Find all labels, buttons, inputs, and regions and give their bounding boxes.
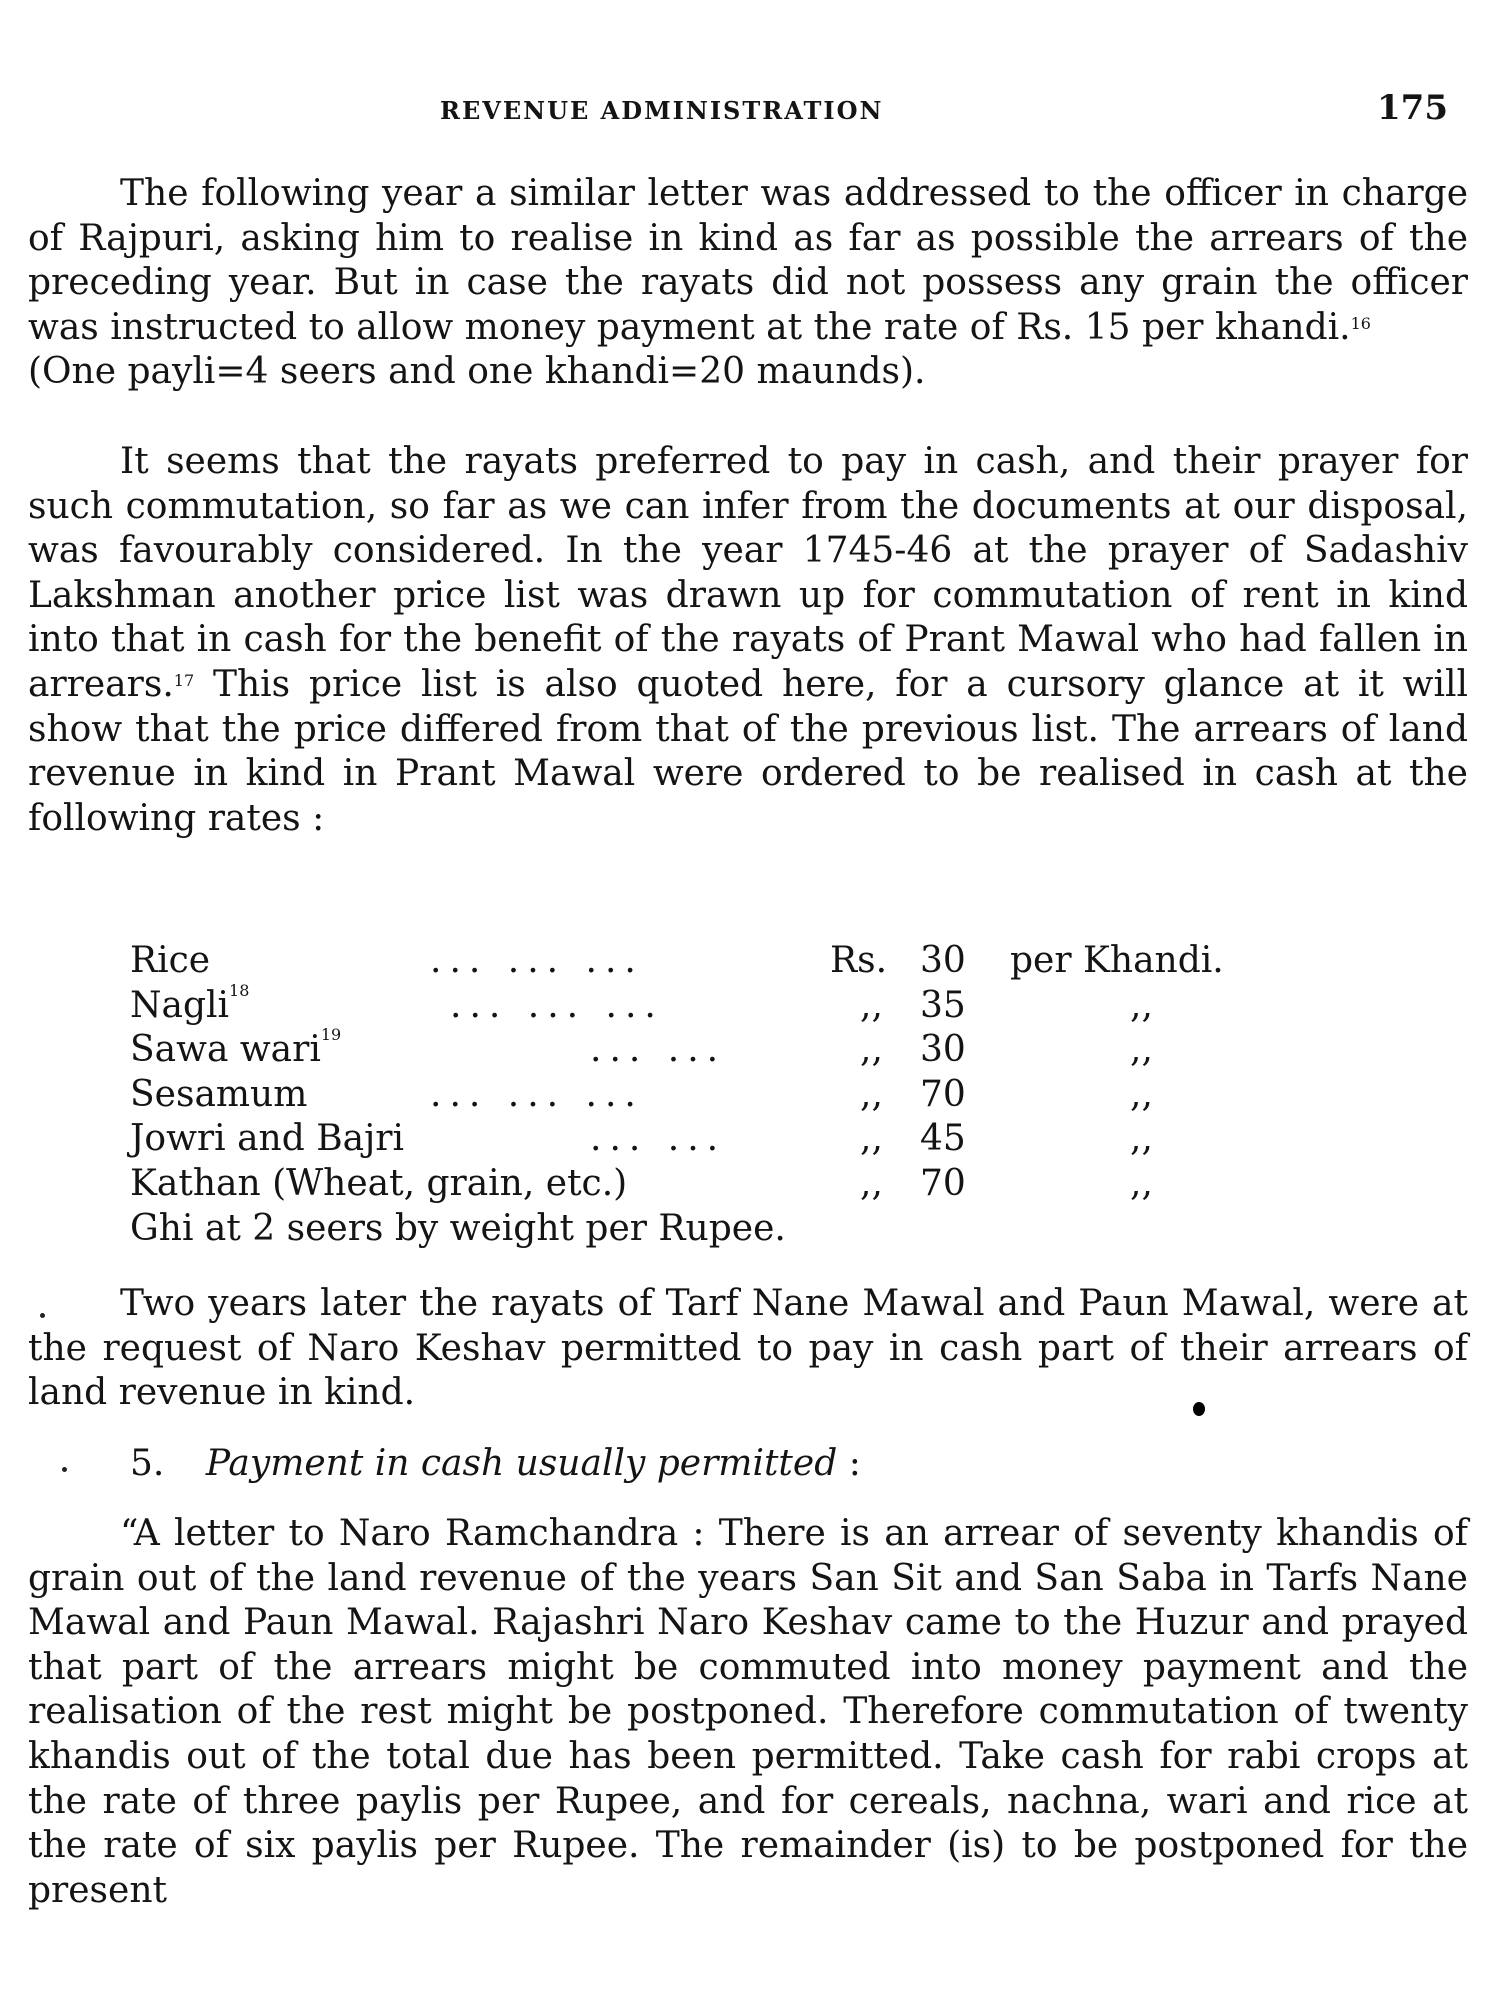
price-item-label: Jowri and Bajri xyxy=(130,1118,405,1160)
running-head xyxy=(0,88,1500,128)
ditto-mark: ,, xyxy=(860,984,883,1026)
price-row-jowri-bajri xyxy=(130,1118,1330,1163)
price-value: 70 xyxy=(920,1162,966,1204)
paragraph-2-part-1: It seems that the rayats preferred to pay in cash, and their prayer for such commutation, so far as we can infer from the documents at our disposal, was favourably considered. In the year 1745-46 at the prayer of Sadashiv Lakshman another price list was drawn up for commutation of rent in kind into that in cash for the benefit of the rayats of Prant Mawal who had fallen in arrears. xyxy=(28,441,1468,705)
ditto-mark: ,, xyxy=(860,1162,883,1204)
paragraph-1-tail: (One payli=4 seers and one khandi=20 maunds). xyxy=(28,351,926,393)
price-value: 70 xyxy=(920,1073,966,1115)
price-item xyxy=(130,1118,404,1159)
price-item-label: Nagli xyxy=(130,984,230,1026)
ditto-mark: ,, xyxy=(1130,1073,1153,1115)
ditto-mark: ,, xyxy=(860,1073,883,1115)
price-row-sesamum xyxy=(130,1074,1330,1119)
price-value: 35 xyxy=(920,984,966,1026)
ditto-mark: ,, xyxy=(1130,1118,1153,1160)
ditto-mark: ,, xyxy=(860,1118,883,1160)
paragraph-1 xyxy=(28,172,1468,395)
ghi-rate-note: Ghi at 2 seers by weight per Rupee. xyxy=(130,1207,786,1249)
leader-dots: ... ... ... xyxy=(430,1073,644,1115)
paragraph-2-part-2: This price list is also quoted here, for a cursory glance at it will show that the price differed from that of the previous list. The arrears of land revenue in kind in Prant Mawal were ordered to be realised in cash at the following rates : xyxy=(28,663,1468,839)
price-item xyxy=(130,1163,627,1204)
footnote-ref-18: 18 xyxy=(229,980,250,1000)
paragraph-3: Two years later the rayats of Tarf Nane Mawal and Paun Mawal, were at the request of Naro Keshav permitted to pay in cash part of their arrears of land revenue in kind. xyxy=(28,1283,1468,1414)
section-colon: : xyxy=(848,1443,861,1484)
price-row-kathan xyxy=(130,1163,1330,1208)
ink-blot xyxy=(1193,1402,1205,1416)
leader-dots: ... ... ... xyxy=(430,940,644,981)
page-number: 175 xyxy=(1377,88,1448,128)
footnote-ref-17: 17 xyxy=(173,670,195,690)
price-item xyxy=(130,940,210,981)
running-title: REVENUE ADMINISTRATION xyxy=(440,96,884,125)
stray-mark xyxy=(62,1467,67,1472)
section-title: Payment in cash usually permitted xyxy=(205,1443,838,1484)
price-value: 30 xyxy=(920,940,966,981)
price-currency: Rs. xyxy=(830,940,888,981)
price-item xyxy=(130,1025,342,1071)
leader-dots: ... ... ... xyxy=(450,984,664,1026)
paragraph-1-text: The following year a similar letter was addressed to the officer in charge of Rajpuri, asking him to realise in kind as far as possible the arrears of the preceding year. But in case the rayats did not possess any grain the officer was instructed to allow money payment at the rate of Rs. 15 per khandi. xyxy=(28,173,1468,348)
price-item-label: Sesamum xyxy=(130,1073,308,1115)
price-item xyxy=(130,980,250,1026)
paragraph-2 xyxy=(28,440,1468,841)
price-value: 45 xyxy=(920,1118,966,1160)
ditto-mark: ,, xyxy=(1130,1029,1153,1071)
price-item xyxy=(130,1074,307,1115)
price-item-label: Rice xyxy=(130,940,211,981)
price-row-rice xyxy=(130,940,1330,985)
footnote-ref-16: 16 xyxy=(1350,313,1371,333)
price-item-label: Kathan (Wheat, grain, etc.) xyxy=(130,1162,628,1204)
price-item-label: Sawa wari xyxy=(130,1029,321,1071)
ditto-mark: ,, xyxy=(1130,1162,1153,1204)
ditto-mark: ,, xyxy=(860,1029,883,1071)
ditto-mark: ,, xyxy=(1130,984,1153,1026)
leader-dots: ... ... xyxy=(590,1029,727,1071)
paragraph-4: “A letter to Naro Ramchandra : There is an arrear of seventy khandis of grain out of the land revenue of the years San Sit and San Saba in Tarfs Nane Mawal and Paun Mawal. Rajashri Naro Keshav came to the Huzur and prayed that part of the arrears might be commuted into money payment and the realisation of the rest might be postponed. Therefore commutation of twenty khandis out of the total due has been permitted. Take cash for rabi crops at the rate of three paylis per Rupee, and for cereals, nachna, wari and rice at the rate of six paylis per Rupee. The remainder (is) to be postponed for the present xyxy=(28,1513,1468,1911)
footnote-ref-19: 19 xyxy=(320,1025,342,1045)
price-row-sawa-wari xyxy=(130,1025,1330,1074)
price-unit: per Khandi. xyxy=(1010,940,1224,981)
section-number: 5. xyxy=(130,1443,165,1484)
price-list xyxy=(130,940,1330,1252)
price-row-nagli xyxy=(130,980,1330,1030)
leader-dots: ... ... xyxy=(590,1118,727,1160)
section-heading xyxy=(130,1443,861,1484)
price-value: 30 xyxy=(920,1029,966,1071)
